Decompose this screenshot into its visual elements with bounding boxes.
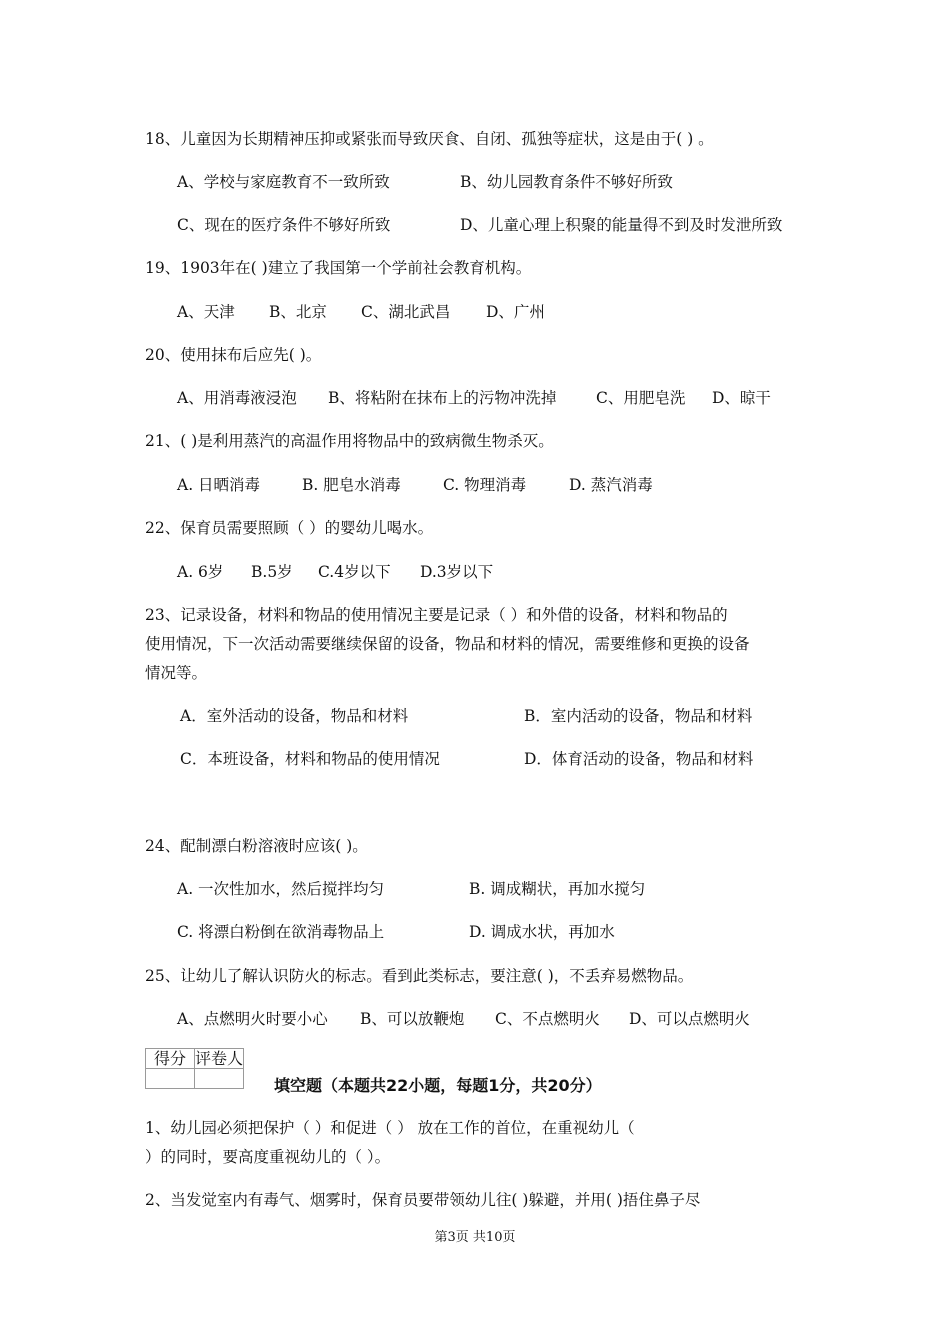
q19-stem: 19、1903年在( )建立了我国第一个学前社会教育机构。 — [145, 259, 532, 277]
score-box-score-cell — [146, 1069, 195, 1089]
q25-stem: 25、让幼儿了解认识防火的标志。看到此类标志，要注意( )，不丢弃易燃物品。 — [145, 967, 694, 985]
q20-option-b: B、将粘附在抹布上的污物冲洗掉 — [328, 389, 557, 407]
q21-option-a: A. 日晒消毒 — [177, 476, 261, 494]
q18-option-b: B、幼儿园教育条件不够好所致 — [460, 173, 673, 191]
q23-option-c: C．本班设备，材料和物品的使用情况 — [180, 750, 440, 768]
q25-option-b: B、可以放鞭炮 — [360, 1010, 465, 1028]
q22-option-d: D.3岁以下 — [420, 563, 494, 581]
section-title: 填空题（本题共22小题，每题1分，共20分） — [274, 1076, 602, 1095]
q22-stem: 22、保育员需要照顾（ ）的婴幼儿喝水。 — [145, 519, 434, 537]
q24-option-a: A. 一次性加水，然后搅拌均匀 — [177, 880, 385, 898]
q20-option-d: D、晾干 — [712, 389, 771, 407]
q18-option-d: D、儿童心理上积聚的能量得不到及时发泄所致 — [460, 216, 783, 234]
q23-option-a: A．室外活动的设备，物品和材料 — [180, 707, 409, 725]
score-box-grader-cell — [195, 1069, 244, 1089]
q20-option-a: A、用消毒液浸泡 — [177, 389, 297, 407]
q22-option-b: B.5岁 — [251, 563, 293, 581]
q23-option-d: D．体育活动的设备，物品和材料 — [524, 750, 754, 768]
q23-stem-line2: 使用情况，下一次活动需要继续保留的设备，物品和材料的情况，需要维修和更换的设备 — [145, 635, 750, 653]
q23-stem-line3: 情况等。 — [145, 664, 208, 682]
score-box-grader-label: 评卷人 — [195, 1049, 244, 1068]
q25-option-d: D、可以点燃明火 — [629, 1010, 750, 1028]
fill-q1-line1: 1、幼儿园必须把保护（ ）和促进（ ） 放在工作的首位，在重视幼儿（ — [145, 1119, 635, 1137]
score-box — [145, 1048, 244, 1089]
q21-option-d: D. 蒸汽消毒 — [569, 476, 653, 494]
fill-q1-line2: ）的同时，要高度重视幼儿的（ ）。 — [145, 1148, 391, 1166]
q19-option-b: B、北京 — [269, 303, 327, 321]
q23-option-b: B．室内活动的设备，物品和材料 — [524, 707, 753, 725]
score-box-score-label: 得分 — [146, 1049, 195, 1069]
q22-option-c: C.4岁以下 — [318, 563, 391, 581]
q18-option-a: A、学校与家庭教育不一致所致 — [177, 173, 390, 191]
q22-option-a: A. 6岁 — [177, 563, 224, 581]
q21-option-c: C. 物理消毒 — [443, 476, 527, 494]
q24-option-c: C. 将漂白粉倒在欲消毒物品上 — [177, 923, 385, 941]
q21-option-b: B. 肥皂水消毒 — [302, 476, 401, 494]
q24-stem: 24、配制漂白粉溶液时应该( )。 — [145, 837, 368, 855]
q19-option-c: C、湖北武昌 — [361, 303, 451, 321]
q24-option-d: D. 调成水状，再加水 — [469, 923, 615, 941]
q19-option-d: D、广州 — [486, 303, 545, 321]
q18-option-c: C、现在的医疗条件不够好所致 — [177, 216, 391, 234]
q18-stem: 18、儿童因为长期精神压抑或紧张而导致厌食、自闭、孤独等症状，这是由于( ) 。 — [145, 130, 714, 148]
q25-option-a: A、点燃明火时要小心 — [177, 1010, 328, 1028]
q23-stem-line1: 23、记录设备，材料和物品的使用情况主要是记录（ ）和外借的设备，材料和物品的 — [145, 606, 728, 624]
page-number: 第3页 共10页 — [434, 1230, 516, 1245]
fill-q2-line1: 2、当发觉室内有毒气、烟雾时，保育员要带领幼儿往( )躲避，并用( )捂住鼻子尽 — [145, 1191, 701, 1209]
q24-option-b: B. 调成糊状，再加水搅匀 — [469, 880, 646, 898]
q20-stem: 20、使用抹布后应先( )。 — [145, 346, 322, 364]
q21-stem: 21、( )是利用蒸汽的高温作用将物品中的致病微生物杀灭。 — [145, 432, 554, 450]
q25-option-c: C、不点燃明火 — [495, 1010, 600, 1028]
q20-option-c: C、用肥皂洗 — [596, 389, 686, 407]
q19-option-a: A、天津 — [177, 303, 235, 321]
